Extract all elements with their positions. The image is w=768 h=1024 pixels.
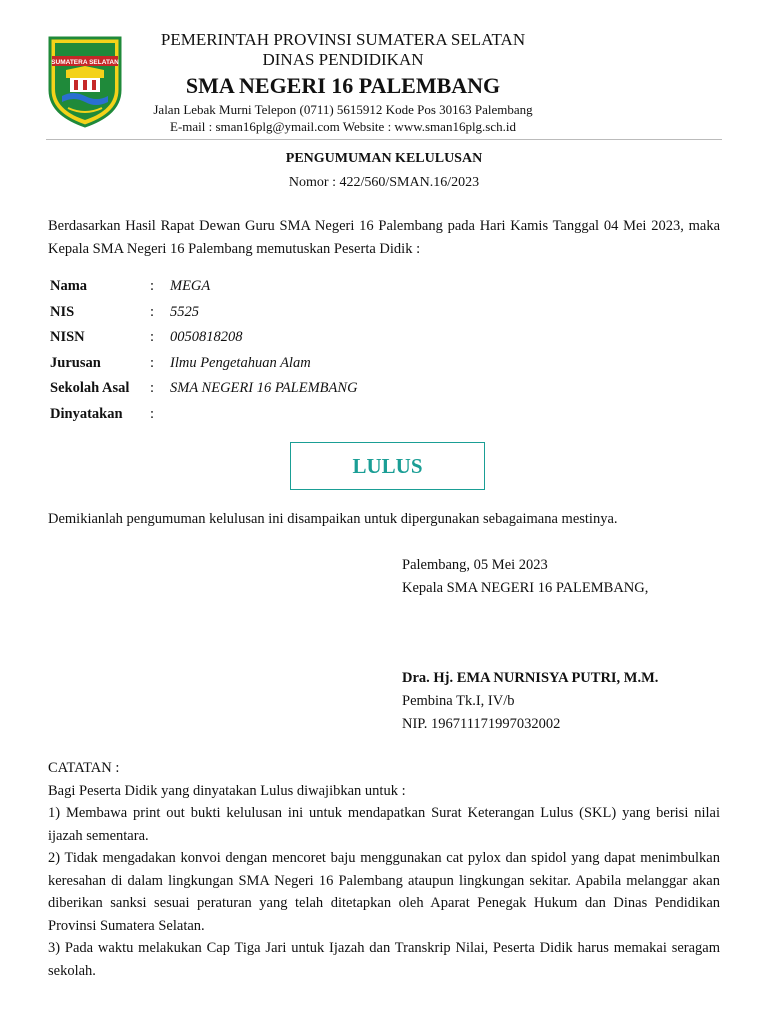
field-colon: : [150, 303, 155, 320]
place-date: Palembang, 05 Mei 2023 [402, 557, 548, 573]
notes-heading: CATATAN : [48, 760, 120, 776]
announcement-title: PENGUMUMAN KELULUSAN [285, 151, 483, 166]
field-value-sekolah-asal: SMA NEGERI 16 PALEMBANG [170, 380, 358, 396]
signatory-name: Dra. Hj. EMA NURNISYA PUTRI, M.M. [402, 670, 659, 686]
school-address: Jalan Lebak Murni Telepon (0711) 5615912 Kode Pos 30163 Palembang [153, 102, 533, 117]
school-contact: E-mail : sman16plg@ymail.com Website : www.sman16plg.sch.id [170, 119, 516, 134]
field-colon: : [150, 278, 155, 294]
field-row-nama [50, 274, 358, 300]
signatory-rank: Pembina Tk.I, IV/b [402, 693, 515, 709]
graduation-result-text: LULUS [352, 453, 423, 478]
field-label: NISN [50, 329, 85, 345]
field-colon: : [150, 380, 155, 396]
field-value-nama: MEGA [170, 278, 211, 294]
field-row-nisn [50, 325, 358, 351]
school-name: SMA NEGERI 16 PALEMBANG [185, 73, 501, 98]
field-row-jurusan [50, 351, 358, 377]
notes-section [48, 757, 720, 982]
field-label: Sekolah Asal [50, 380, 130, 396]
field-value-nis: 5525 [170, 303, 199, 320]
field-row-sekolah-asal [50, 376, 358, 402]
note-item-3: 3) Pada waktu melakukan Cap Tiga Jari untuk Ijazah dan Transkrip Nilai, Peserta Didik harus memakai seragam sekolah. [48, 940, 720, 979]
provincial-emblem-logo [46, 34, 124, 128]
field-label: Nama [50, 278, 88, 294]
field-label: NIS [50, 303, 75, 320]
header-divider [46, 139, 722, 140]
letterhead [128, 30, 558, 135]
signature-block [402, 667, 658, 736]
signatory-nip: NIP. 196711171997032002 [402, 716, 561, 732]
field-row-dinyatakan [50, 402, 358, 428]
note-item-1: 1) Membawa print out bukti kelulusan ini untuk mendapatkan Surat Keterangan Lulus (SKL) yang berisi nilai ijazah sementara. [48, 805, 720, 844]
field-value-nisn: 0050818208 [170, 329, 243, 345]
document-number: Nomor : 422/560/SMAN.16/2023 [288, 175, 480, 190]
field-colon: : [150, 405, 155, 422]
department-line: DINAS PENDIDIKAN [262, 50, 424, 69]
graduation-result-box [290, 442, 485, 490]
field-label: Jurusan [50, 354, 101, 371]
closing-sentence: Demikianlah pengumuman kelulusan ini disampaikan untuk dipergunakan sebagaimana mestinya. [48, 511, 618, 527]
notes-lead: Bagi Peserta Didik yang dinyatakan Lulus diwajibkan untuk : [48, 782, 406, 799]
field-label: Dinyatakan [50, 405, 123, 422]
student-details [50, 274, 358, 427]
field-value-jurusan: Ilmu Pengetahuan Alam [170, 354, 311, 371]
note-item-2: 2) Tidak mengadakan konvoi dengan mencoret baju menggunakan cat pylox dan spidol yang dapat menimbulkan keresahan di dalam lingkungan SMA Negeri 16 Palembang ataupun lingkungan sekitar. Apabila melanggar akan diberikan sanksi sesuai peraturan yang telah ditetapkan oleh Aparat Penegak Hukum dan Dinas Pendidikan Provinsi Sumatera Selatan. [48, 850, 720, 934]
svg-text:SUMATERA SELATAN: SUMATERA SELATAN [51, 59, 119, 66]
signature-header [402, 554, 648, 600]
government-line: PEMERINTAH PROVINSI SUMATERA SELATAN [160, 30, 526, 49]
field-row-nis [50, 300, 358, 326]
signatory-position: Kepala SMA NEGERI 16 PALEMBANG, [402, 580, 649, 596]
field-colon: : [150, 329, 155, 345]
field-colon: : [150, 354, 155, 371]
intro-paragraph: Berdasarkan Hasil Rapat Dewan Guru SMA Negeri 16 Palembang pada Hari Kamis Tanggal 04 Mei 2023, maka Kepala SMA Negeri 16 Palembang memutuskan Peserta Didik : [48, 218, 720, 257]
